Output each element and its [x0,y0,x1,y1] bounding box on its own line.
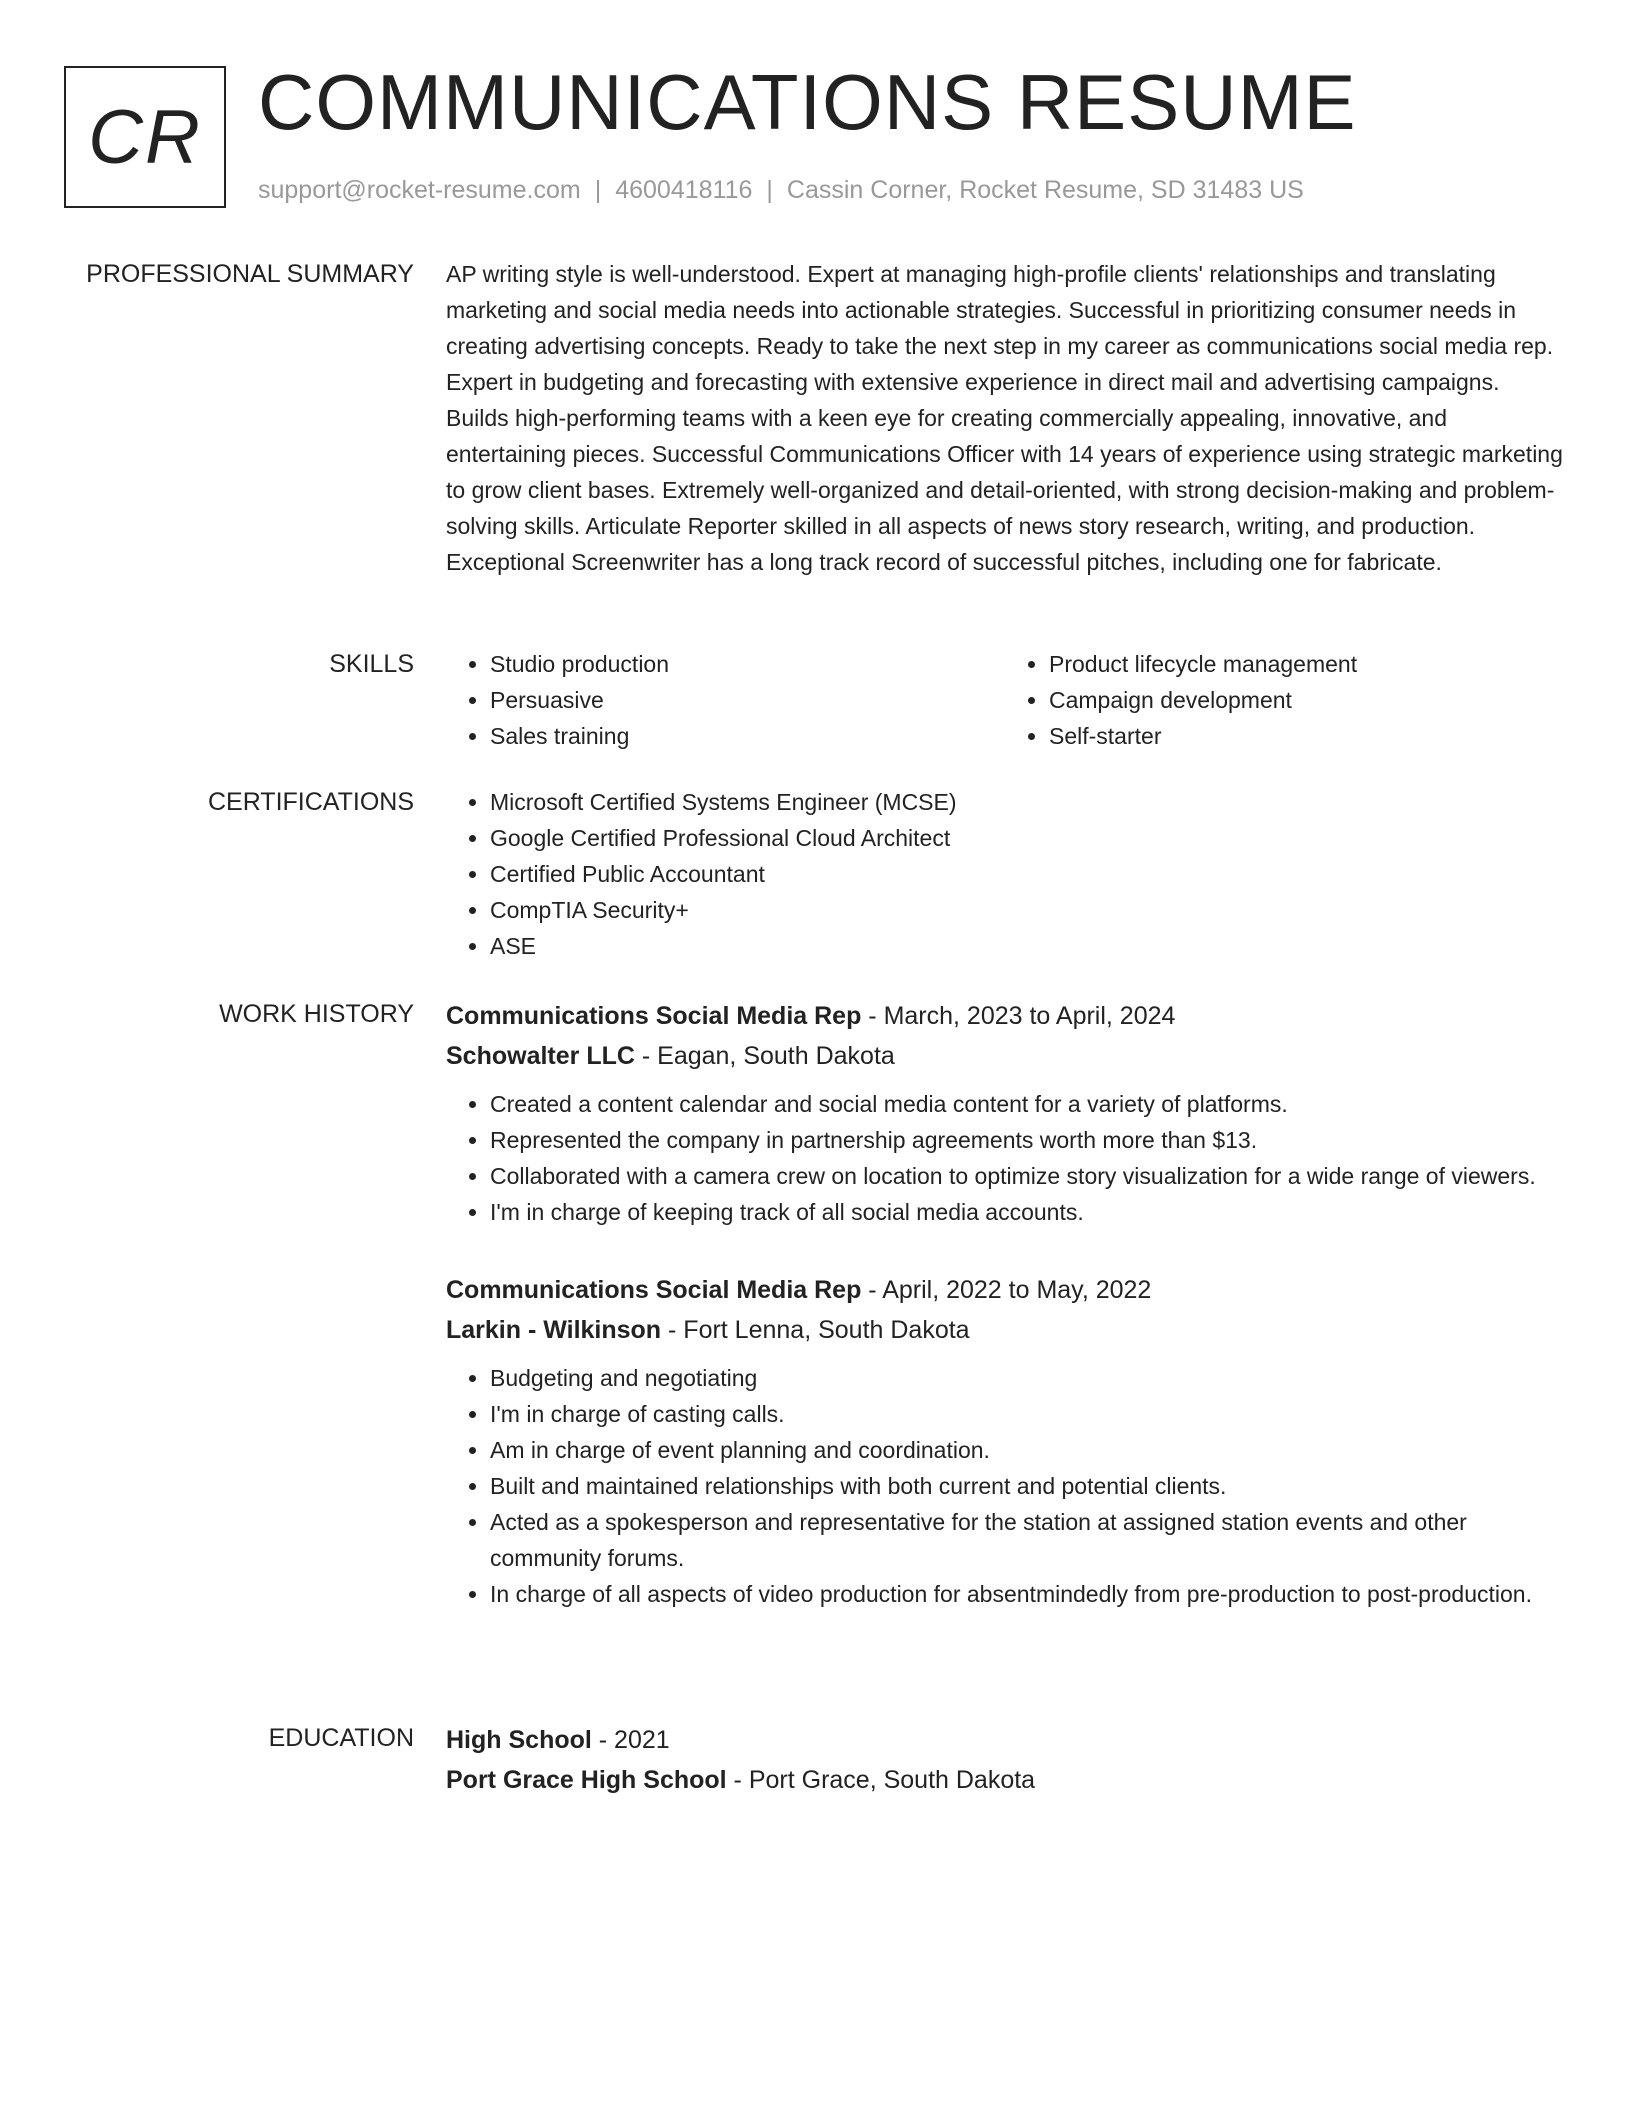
job-duty-item: • I'm in charge of casting calls. [490,1396,1564,1432]
certification-item: • Microsoft Certified Systems Engineer (MCSE) [490,784,1564,820]
summary-text: AP writing style is well-understood. Expert at managing high-profile clients' relationships and translating marketing and social media needs into actionable strategies. Successful in prioritizing consumer needs in creating advertising concepts. Ready to take the next step in my career as communications social media rep. Expert in budgeting and forecasting with extensive experience in direct mail and advertising campaigns. Builds high-performing teams with a keen eye for creating commercially appealing, innovative, and entertaining pieces. Successful Communications Officer with 14 years of experience using strategic marketing to grow client bases. Extremely well-organized and detail-oriented, with strong decision-making and problem-solving skills. Articulate Reporter skilled in all aspects of news story research, writing, and production. Exceptional Screenwriter has a long track record of successful pitches, including one for fabricate. [446,261,1563,575]
resume-title: COMMUNICATIONS RESUME [258,58,1357,146]
education-year: - 2021 [591,1726,670,1754]
certification-item: • Google Certified Professional Cloud Architect [490,820,1564,856]
work-history-label: WORK HISTORY [219,1000,414,1028]
education-school: Port Grace High School [446,1766,727,1794]
job-location: - Fort Lenna, South Dakota [661,1316,970,1344]
education-degree: High School [446,1726,592,1754]
skills-body [446,646,1564,754]
contact-separator: | [766,176,773,204]
job-duty-item: • Budgeting and negotiating [490,1360,1564,1396]
summary-body [446,256,1564,580]
job-duty-item: • I'm in charge of keeping track of all social media accounts. [490,1194,1564,1230]
job-duty-item: • Acted as a spokesperson and representative for the station at assigned station events and other community forums. [490,1504,1564,1576]
monogram-badge [64,66,226,208]
education-location: - Port Grace, South Dakota [726,1766,1036,1794]
job-title-line [446,1270,1564,1310]
skill-item: • Persuasive [490,682,1005,718]
job-duty-item: • Represented the company in partnership agreements worth more than $13. [490,1122,1564,1158]
education-label: EDUCATION [268,1724,414,1752]
job-duty-item: • Built and maintained relationships with both current and potential clients. [490,1468,1564,1504]
job-company-line [446,1310,1564,1350]
job-company: Schowalter LLC [446,1042,635,1070]
job-title: Communications Social Media Rep [446,1276,862,1304]
job-duties-list [446,1086,1564,1230]
contact-address: Cassin Corner, Rocket Resume, SD 31483 US [786,176,1304,204]
work-history-body [446,996,1564,1652]
certification-item: • ASE [490,928,1564,964]
certification-item: • CompTIA Security+ [490,892,1564,928]
summary-label: PROFESSIONAL SUMMARY [86,260,414,288]
job-company: Larkin - Wilkinson [446,1316,662,1344]
skills-list-right [1005,646,1564,754]
job-entry [446,996,1564,1230]
education-degree-line [446,1720,1564,1760]
skills-label: SKILLS [329,650,414,678]
job-location: - Eagan, South Dakota [634,1042,895,1070]
contact-phone: 4600418116 [615,176,753,204]
job-company-line [446,1036,1564,1076]
job-duty-item: • Collaborated with a camera crew on location to optimize story visualization for a wide range of viewers. [490,1158,1564,1194]
monogram-text: CR [88,94,202,180]
contact-line [258,172,1304,208]
job-duties-list [446,1360,1564,1612]
contact-separator: | [594,176,602,204]
certification-item: • Certified Public Accountant [490,856,1564,892]
job-title-line [446,996,1564,1036]
certifications-label: CERTIFICATIONS [207,788,414,816]
skill-item: • Self-starter [1049,718,1564,754]
education-body [446,1720,1564,1810]
contact-email: support@rocket-resume.com [258,176,581,204]
job-title: Communications Social Media Rep [446,1002,862,1030]
skill-item: • Studio production [490,646,1005,682]
job-duty-item: • Am in charge of event planning and coordination. [490,1432,1564,1468]
skills-list-left [446,646,1005,754]
skill-item: • Campaign development [1049,682,1564,718]
certifications-list [446,784,1564,964]
job-dates: - April, 2022 to May, 2022 [861,1276,1152,1304]
job-duty-item: • Created a content calendar and social media content for a variety of platforms. [490,1086,1564,1122]
job-duty-item: • In charge of all aspects of video production for absentmindedly from pre-production to post-production. [490,1576,1564,1612]
skill-item: • Product lifecycle management [1049,646,1564,682]
skills-columns [446,646,1564,754]
skill-item: • Sales training [490,718,1005,754]
job-entry [446,1270,1564,1612]
job-dates: - March, 2023 to April, 2024 [861,1002,1176,1030]
education-school-line [446,1760,1564,1800]
certifications-body [446,784,1564,964]
